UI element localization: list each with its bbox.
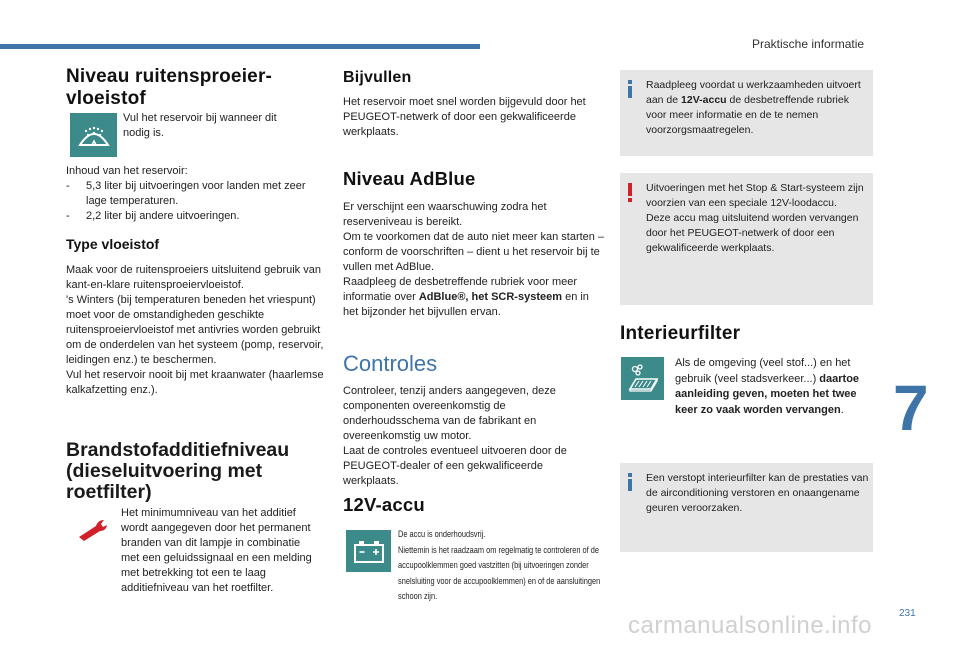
- chapter-number: 7: [893, 372, 929, 444]
- additive-text: Het minimumniveau van het additief wordt aangegeven door het permanent branden van dit lampje in combinatie met een geluidssignaal en een melding met betrekking tot een te laag additiefniveau van het roetfilter.: [121, 507, 312, 594]
- cabin-filter-text: Als de omgeving (veel stof...) en het gebruik (veel stadsverkeer...) daartoe aanleiding geven, moeten het twee keer zo vaak worden vervangen.: [675, 357, 860, 416]
- info-note-battery: [620, 70, 873, 156]
- info-icon: [626, 80, 634, 98]
- cabin-filter-title: Interieurfilter: [620, 323, 741, 344]
- battery-icon: [346, 530, 391, 572]
- watermark: carmanualsonline.info: [628, 612, 872, 639]
- washer-icon-text: Vul het reservoir bij wanneer dit nodig is.: [123, 112, 277, 139]
- warning-note-text: Uitvoeringen met het Stop & Start-systeem zijn voorzien van een speciale 12V-loodaccu. Deze accu mag uitsluitend worden vervangen door het PEUGEOT-netwerk of door een gekwalificeerde werkplaats.: [646, 182, 864, 254]
- header-accent-bar: [0, 44, 480, 49]
- refill-text: Het reservoir moet snel worden bijgevuld door het PEUGEOT-netwerk of door een gekwalificeerde werkplaats.: [343, 96, 586, 138]
- battery-title: 12V-accu: [343, 494, 425, 515]
- battery-text: De accu is onderhoudsvrij. Niettemin is het raadzaam om regelmatig te controleren of de accupoolklemmen goed vastzitten (bij uitvoeringen zonder snelsluiting voor de accupoolklemmen) en of de aansluitingen schoon zijn.: [398, 529, 601, 602]
- adblue-text: Er verschijnt een waarschuwing zodra het reserveniveau is bereikt. Om te voorkomen dat de auto niet meer kan starten – conform de voorschriften – dient u het reservoir bij te vullen met AdBlue. Raadpleeg de desbetreffende rubriek voor meer informatie over AdBlue®, het SCR-systeem en in het bijzonder het bijvullen ervan.: [343, 201, 605, 318]
- capacity-intro: Inhoud van het reservoir:: [66, 165, 188, 177]
- warning-note-stop-start: [620, 173, 873, 305]
- additive-title: Brandstofadditiefniveau (dieseluitvoering met roetfilter): [66, 439, 290, 503]
- info-note-cabin-filter: [620, 463, 873, 552]
- section-header: Praktische informatie: [752, 37, 865, 51]
- checks-text: Controleer, tenzij anders aangegeven, deze componenten overeenkomstig de onderhoudsschema van de fabrikant en overeenkomstig uw motor. Laat de controles eventueel uitvoeren door de PEUGEOT-dealer of een gekwalificeerde werkplaats.: [343, 385, 567, 487]
- checks-title: Controles: [343, 351, 438, 376]
- washer-title: Niveau ruitensproeier-vloeistof: [66, 66, 273, 109]
- windscreen-washer-icon: [70, 113, 117, 157]
- page-number: 231: [899, 608, 916, 619]
- list-item: - 5,3 liter bij uitvoeringen voor landen met zeer lage temperaturen.: [66, 180, 306, 207]
- warning-icon: [626, 183, 634, 201]
- info-note-battery-text: Raadpleeg voordat u werkzaamheden uitvoert aan de 12V-accu de desbetreffende rubriek voor meer informatie en de te nemen voorzorgsmaatregelen.: [646, 79, 861, 136]
- wrench-icon: [76, 516, 110, 542]
- adblue-title: Niveau AdBlue: [343, 168, 476, 189]
- cabin-filter-icon: [621, 357, 664, 400]
- capacity-list: [66, 179, 322, 224]
- list-item: - 2,2 liter bij andere uitvoeringen.: [66, 210, 240, 222]
- info-icon: [626, 473, 634, 491]
- refill-title: Bijvullen: [343, 69, 412, 86]
- fluid-type-text: Maak voor de ruitensproeiers uitsluitend gebruik van kant-en-klare ruitensproeiervloeistof. 's Winters (bij temperaturen beneden het vriespunt) moet voor de omstandigheden geschikte ruitensproeiervloeistof met antivries worden gebruikt om de onderdelen van het systeem (pomp, reservoir, leidingen enz.) te beschermen. Vul het reservoir nooit bij met kraanwater (haarlemse kalkafzetting enz.).: [66, 264, 324, 396]
- fluid-type-subtitle: Type vloeistof: [66, 236, 160, 252]
- info-note-cabin-filter-text: Een verstopt interieurfilter kan de prestaties van de airconditioning verstoren en onaangename geuren veroorzaken.: [646, 472, 869, 514]
